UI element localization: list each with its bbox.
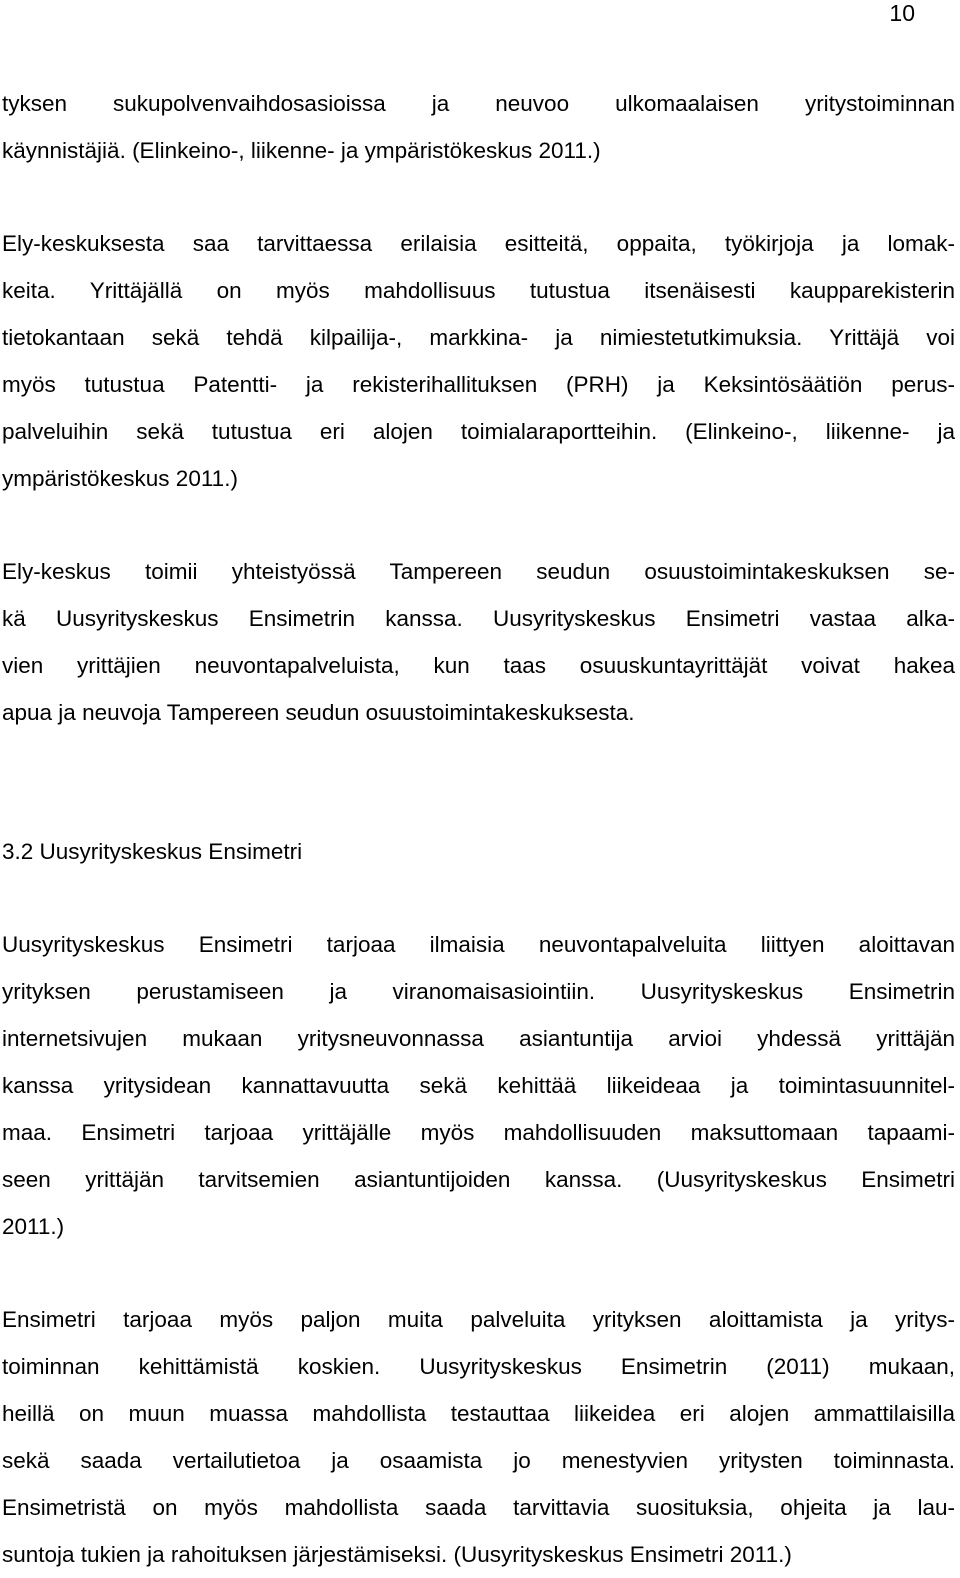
text-line: 2011.)	[2, 1214, 65, 1239]
text-line: maa. Ensimetri tarjoaa yrittäjälle myös mahdollisuuden maksuttomaan tapaami-	[2, 1120, 955, 1145]
text-line: ympäristökeskus 2011.)	[2, 466, 238, 491]
text-line: Ely-keskus toimii yhteistyössä Tampereen seudun osuustoimintakeskuksen se-	[2, 559, 955, 584]
section-paragraph-1	[2, 921, 955, 1250]
paragraph-2	[2, 220, 955, 502]
text-line: kä Uusyrityskeskus Ensimetrin kanssa. Uusyrityskeskus Ensimetri vastaa alka-	[2, 606, 955, 631]
text-line: vien yrittäjien neuvontapalveluista, kun taas osuuskuntayrittäjät voivat hakea	[2, 653, 955, 678]
text-line: heillä on muun muassa mahdollista testauttaa liikeidea eri alojen ammattilaisilla	[2, 1401, 955, 1426]
text-line: sekä saada vertailutietoa ja osaamista jo menestyvien yritysten toiminnasta.	[2, 1448, 955, 1473]
paragraph-3	[2, 548, 955, 736]
text-line: Ensimetristä on myös mahdollista saada tarvittavia suosituksia, ohjeita ja lau-	[2, 1495, 955, 1520]
text-line: yrityksen perustamiseen ja viranomaisasiointiin. Uusyrityskeskus Ensimetrin	[2, 979, 955, 1004]
text-line: toiminnan kehittämistä koskien. Uusyrityskeskus Ensimetrin (2011) mukaan,	[2, 1354, 955, 1379]
text-line: keita. Yrittäjällä on myös mahdollisuus tutustua itsenäisesti kaupparekisterin	[2, 278, 955, 303]
text-line: myös tutustua Patentti- ja rekisterihallituksen (PRH) ja Keksintösäätiön perus-	[2, 372, 955, 397]
text-line: seen yrittäjän tarvitsemien asiantuntijoiden kanssa. (Uusyrityskeskus Ensimetri	[2, 1167, 955, 1192]
text-line: tyksen sukupolvenvaihdosasioissa ja neuvoo ulkomaalaisen yritystoiminnan	[2, 91, 955, 116]
text-line: palveluihin sekä tutustua eri alojen toimialaraportteihin. (Elinkeino-, liikenne- ja	[2, 419, 955, 444]
text-line: suntoja tukien ja rahoituksen järjestämiseksi. (Uusyrityskeskus Ensimetri 2011.)	[2, 1542, 792, 1567]
paragraph-1	[2, 80, 955, 174]
text-line: Uusyrityskeskus Ensimetri tarjoaa ilmaisia neuvontapalveluita liittyen aloittavan	[2, 932, 955, 957]
text-line: kanssa yritysidean kannattavuutta sekä kehittää liikeideaa ja toimintasuunnitel-	[2, 1073, 955, 1098]
text-line: apua ja neuvoja Tampereen seudun osuustoimintakeskuksesta.	[2, 700, 635, 725]
text-line: internetsivujen mukaan yritysneuvonnassa asiantuntija arvioi yhdessä yrittäjän	[2, 1026, 955, 1051]
document-body	[2, 80, 955, 1578]
text-line: Ely-keskuksesta saa tarvittaessa erilaisia esitteitä, oppaita, työkirjoja ja lomak-	[2, 231, 955, 256]
page-number: 10	[889, 0, 915, 26]
text-line: tietokantaan sekä tehdä kilpailija-, markkina- ja nimiestetutkimuksia. Yrittäjä voi	[2, 325, 955, 350]
section-heading: 3.2 Uusyrityskeskus Ensimetri	[2, 839, 303, 864]
text-line: käynnistäjiä. (Elinkeino-, liikenne- ja ympäristökeskus 2011.)	[2, 138, 601, 163]
text-line: Ensimetri tarjoaa myös paljon muita palveluita yrityksen aloittamista ja yritys-	[2, 1307, 955, 1332]
section-paragraph-2	[2, 1296, 955, 1578]
